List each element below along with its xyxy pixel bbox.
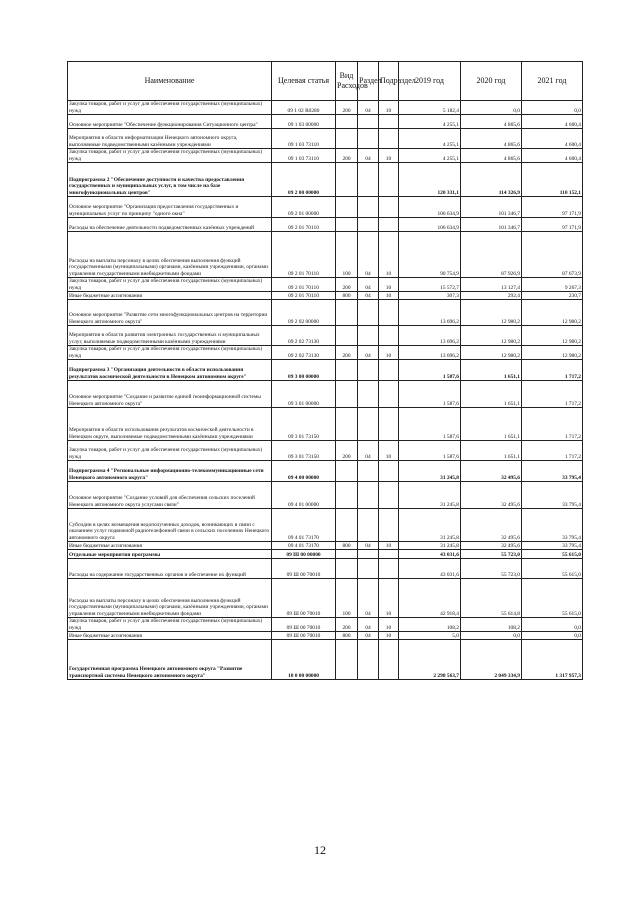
row-target: 09 1 03 73110 <box>272 129 336 149</box>
table-row <box>68 509 583 542</box>
row-vid <box>336 163 358 197</box>
row-razdel <box>358 115 379 129</box>
header-2019: 2019 год <box>399 62 461 101</box>
row-name: Государственная программа Ненецкого автономного округа "Развитие транспортной системы Ненецкого автономного округа" <box>68 640 272 680</box>
row-target: 09 Ш 00 70010 <box>272 632 336 640</box>
row-2020: 4 865,6 <box>461 149 522 163</box>
row-name: Основное мероприятие "Обеспечение функционирования Ситуационного центра" <box>68 115 272 129</box>
row-razdel: 04 <box>358 579 379 618</box>
row-2020: 55 723,0 <box>461 550 522 559</box>
row-razdel <box>358 559 379 579</box>
table-row <box>68 441 583 461</box>
row-2020: 1 651,1 <box>461 360 522 381</box>
row-2021: 0,0 <box>522 101 583 115</box>
row-2019: 1 587,6 <box>399 381 461 408</box>
table-row <box>68 197 583 218</box>
row-2019: 15 572,7 <box>399 278 461 292</box>
row-razdel <box>358 509 379 542</box>
row-2020: 1 651,1 <box>461 408 522 441</box>
row-2021: 1 717,2 <box>522 408 583 441</box>
row-2021: 33 795,4 <box>522 542 583 550</box>
row-target: 09 3 01 73150 <box>272 441 336 461</box>
row-2021: 4 600,4 <box>522 115 583 129</box>
row-2020: 114 326,9 <box>461 163 522 197</box>
row-2020: 108,2 <box>461 618 522 632</box>
row-target: 09 2 02 00000 <box>272 300 336 326</box>
row-name: Иные бюджетные ассигнования <box>68 292 272 300</box>
table-row <box>68 408 583 441</box>
row-name: Закупка товаров, работ и услуг для обеспечения государственных (муниципальных) нужд <box>68 618 272 632</box>
row-razdel: 04 <box>358 292 379 300</box>
row-2019: 2 298 563,7 <box>399 640 461 680</box>
table-row <box>68 300 583 326</box>
row-2021: 97 171,9 <box>522 197 583 218</box>
header-row <box>68 62 583 101</box>
row-name: Закупка товаров, работ и услуг для обеспечения государственных (муниципальных) нужд <box>68 346 272 360</box>
row-name: Расходы на выплаты персоналу в целях обеспечения выполнения функций государственными (муниципальными) органами, казёнными учреждениями, органами управления государственными внебюджетными фондами <box>68 232 272 278</box>
row-razdel <box>358 326 379 346</box>
row-razdel: 04 <box>358 149 379 163</box>
row-vid <box>336 461 358 482</box>
row-2020: 87 926,9 <box>461 232 522 278</box>
row-2020: 1 651,1 <box>461 381 522 408</box>
row-podrazdel: 10 <box>379 346 399 360</box>
row-2020: 32 495,6 <box>461 542 522 550</box>
row-target: 09 4 00 00000 <box>272 461 336 482</box>
row-2020: 32 495,6 <box>461 509 522 542</box>
row-target: 09 3 01 73150 <box>272 408 336 441</box>
row-name: Закупка товаров, работ и услуг для обеспечения государственных (муниципальных) нужд <box>68 149 272 163</box>
row-target: 09 Ш 00 70010 <box>272 559 336 579</box>
table-row <box>68 640 583 680</box>
row-podrazdel: 10 <box>379 149 399 163</box>
row-2020: 101 346,7 <box>461 197 522 218</box>
row-target: 09 3 00 00000 <box>272 360 336 381</box>
row-vid <box>336 559 358 579</box>
table-row <box>68 550 583 559</box>
row-2019: 1 587,6 <box>399 408 461 441</box>
row-2020: 12 980,2 <box>461 300 522 326</box>
table-row <box>68 101 583 115</box>
row-name: Подпрограмма 4 "Региональные информационно-телекоммуникационные сети Ненецкого автономного округа" <box>68 461 272 482</box>
row-name: Расходы на обеспечение деятельности подведомственных казённых учреждений <box>68 218 272 232</box>
row-name: Отдельные мероприятия программы <box>68 550 272 559</box>
row-razdel: 04 <box>358 232 379 278</box>
row-vid <box>336 550 358 559</box>
row-2019: 108,2 <box>399 618 461 632</box>
row-target: 09 4 01 73170 <box>272 509 336 542</box>
row-razdel: 04 <box>358 441 379 461</box>
row-2021: 1 717,2 <box>522 441 583 461</box>
row-2020: 1 651,1 <box>461 441 522 461</box>
row-name: Основное мероприятие "Создание условий для обеспечения сельских поселений Ненецкого автономного округа услугами связи" <box>68 482 272 509</box>
row-2019: 106 634,9 <box>399 197 461 218</box>
row-name: Основное мероприятие "Организация предоставления государственных и муниципальных услуг по принципу "одного окна" <box>68 197 272 218</box>
row-podrazdel <box>379 461 399 482</box>
row-razdel <box>358 129 379 149</box>
row-target: 09 2 01 70110 <box>272 278 336 292</box>
row-2021: 87 673,9 <box>522 232 583 278</box>
row-2021: 1 717,2 <box>522 360 583 381</box>
row-razdel: 04 <box>358 101 379 115</box>
row-name: Основное мероприятие "Создание и развитие единой геоинформационной системы Ненецкого автономного округа" <box>68 381 272 408</box>
row-vid <box>336 197 358 218</box>
row-target: 09 4 01 73170 <box>272 542 336 550</box>
row-name: Расходы на выплаты персоналу в целях обеспечения выполнения функций государственными (муниципальными) органами, казёнными учреждениями, органами управления государственными внебюджетными фондами <box>68 579 272 618</box>
row-2020: 55 723,0 <box>461 559 522 579</box>
row-2021: 97 171,9 <box>522 218 583 232</box>
row-2019: 307,3 <box>399 292 461 300</box>
row-podrazdel <box>379 509 399 542</box>
row-vid <box>336 381 358 408</box>
table-row <box>68 129 583 149</box>
table-body <box>68 101 583 680</box>
row-target: 09 2 02 73130 <box>272 346 336 360</box>
table-row <box>68 346 583 360</box>
row-vid: 200 <box>336 101 358 115</box>
row-2020: 101 346,7 <box>461 218 522 232</box>
row-podrazdel: 10 <box>379 278 399 292</box>
row-2019: 4 255,1 <box>399 115 461 129</box>
row-2019: 5 182,4 <box>399 101 461 115</box>
row-podrazdel: 10 <box>379 618 399 632</box>
row-2020: 0,0 <box>461 632 522 640</box>
row-target: 09 4 01 00000 <box>272 482 336 509</box>
row-razdel: 04 <box>358 632 379 640</box>
row-2019: 90 754,9 <box>399 232 461 278</box>
table-row <box>68 292 583 300</box>
row-target: 09 2 02 73130 <box>272 326 336 346</box>
row-razdel <box>358 482 379 509</box>
row-name: Основное мероприятие "Развитие сети многофункциональных центров на территории Ненецкого автономного округа" <box>68 300 272 326</box>
row-target: 09 2 01 70110 <box>272 218 336 232</box>
row-razdel <box>358 408 379 441</box>
row-2021: 55 615,0 <box>522 559 583 579</box>
row-2019: 13 696,2 <box>399 300 461 326</box>
row-2020: 0,0 <box>461 101 522 115</box>
header-podrazdel: Подраздел <box>379 62 399 101</box>
row-razdel: 04 <box>358 346 379 360</box>
row-vid: 100 <box>336 232 358 278</box>
row-2019: 43 031,6 <box>399 559 461 579</box>
row-2021: 0,0 <box>522 618 583 632</box>
row-2019: 31 245,8 <box>399 482 461 509</box>
row-vid <box>336 640 358 680</box>
row-2019: 1 587,6 <box>399 360 461 381</box>
row-razdel: 04 <box>358 542 379 550</box>
row-vid: 200 <box>336 149 358 163</box>
row-vid: 800 <box>336 292 358 300</box>
row-vid: 800 <box>336 542 358 550</box>
row-2021: 9 267,3 <box>522 278 583 292</box>
row-podrazdel <box>379 381 399 408</box>
row-2020: 12 980,2 <box>461 326 522 346</box>
row-2021: 12 980,2 <box>522 346 583 360</box>
table-row <box>68 559 583 579</box>
row-name: Субсидии в целях возмещения недополученных доходов, возникающих в связи с оказанием услуг подвижной радиотелефонной связи в сельских поселениях Ненецкого автономного округа <box>68 509 272 542</box>
row-target: 10 0 00 00000 <box>272 640 336 680</box>
row-razdel <box>358 300 379 326</box>
row-2020: 13 127,4 <box>461 278 522 292</box>
row-2021: 55 615,0 <box>522 550 583 559</box>
row-razdel: 04 <box>358 278 379 292</box>
row-podrazdel <box>379 163 399 197</box>
header-target: Целевая статья <box>272 62 336 101</box>
row-2019: 31 245,8 <box>399 509 461 542</box>
row-podrazdel: 10 <box>379 632 399 640</box>
row-2020: 32 495,6 <box>461 461 522 482</box>
row-razdel <box>358 461 379 482</box>
table-row <box>68 115 583 129</box>
row-vid: 200 <box>336 346 358 360</box>
row-podrazdel <box>379 360 399 381</box>
row-2021: 33 795,4 <box>522 509 583 542</box>
row-vid: 200 <box>336 278 358 292</box>
row-2019: 4 255,1 <box>399 129 461 149</box>
row-target: 09 1 03 73110 <box>272 149 336 163</box>
row-name: Иные бюджетные ассигнования <box>68 542 272 550</box>
row-2019: 43 031,6 <box>399 550 461 559</box>
row-2020: 12 980,2 <box>461 346 522 360</box>
row-2019: 42 918,4 <box>399 579 461 618</box>
row-razdel <box>358 640 379 680</box>
row-podrazdel <box>379 550 399 559</box>
row-name: Закупка товаров, работ и услуг для обеспечения государственных (муниципальных) нужд <box>68 441 272 461</box>
row-vid <box>336 360 358 381</box>
row-target: 09 2 00 00000 <box>272 163 336 197</box>
row-podrazdel <box>379 482 399 509</box>
row-razdel <box>358 197 379 218</box>
row-target: 09 Ш 00 70010 <box>272 618 336 632</box>
row-2021: 55 615,0 <box>522 579 583 618</box>
row-podrazdel <box>379 129 399 149</box>
row-2020: 4 865,6 <box>461 115 522 129</box>
row-target: 09 1 02 R0280 <box>272 101 336 115</box>
table-row <box>68 579 583 618</box>
row-vid <box>336 115 358 129</box>
row-2019: 1 587,6 <box>399 441 461 461</box>
row-name: Мероприятия в области использования результатов космической деятельности в Ненецком округе, выполняемые подведомственными казёнными учреждениями <box>68 408 272 441</box>
row-razdel <box>358 163 379 197</box>
row-vid <box>336 509 358 542</box>
table-row <box>68 542 583 550</box>
row-name: Мероприятия в области информатизации Ненецкого автономного округа, выполняемые подведомственными казёнными учреждениями <box>68 129 272 149</box>
row-razdel <box>358 381 379 408</box>
row-name: Расходы на содержание государственных органов и обеспечение их функций <box>68 559 272 579</box>
row-2020: 2 049 334,9 <box>461 640 522 680</box>
row-2019: 31 245,8 <box>399 542 461 550</box>
row-2021: 110 152,1 <box>522 163 583 197</box>
header-name: Наименование <box>68 62 272 101</box>
row-name: Подпрограмма 2 "Обеспечение доступности и качества предоставления государственных и муниципальных услуг, в том числе на базе многофункциональных центров" <box>68 163 272 197</box>
row-vid <box>336 326 358 346</box>
table-row <box>68 163 583 197</box>
row-vid <box>336 300 358 326</box>
row-name: Мероприятия в области развития электронных государственных и муниципальных услуг, выполняемые подведомственными казёнными учреждениями <box>68 326 272 346</box>
row-2021: 1 717,2 <box>522 381 583 408</box>
row-2019: 13 696,2 <box>399 346 461 360</box>
row-2021: 1 317 957,3 <box>522 640 583 680</box>
row-razdel: 04 <box>358 618 379 632</box>
row-podrazdel: 10 <box>379 579 399 618</box>
row-razdel <box>358 218 379 232</box>
row-name: Иные бюджетные ассигнования <box>68 632 272 640</box>
header-2020: 2020 год <box>461 62 522 101</box>
row-vid <box>336 408 358 441</box>
row-2021: 33 795,4 <box>522 461 583 482</box>
row-2019: 31 245,8 <box>399 461 461 482</box>
row-podrazdel <box>379 326 399 346</box>
table-row <box>68 381 583 408</box>
row-razdel <box>358 360 379 381</box>
row-target: 09 2 01 70110 <box>272 232 336 278</box>
row-target: 09 1 03 00000 <box>272 115 336 129</box>
row-podrazdel: 10 <box>379 292 399 300</box>
row-2021: 4 600,4 <box>522 149 583 163</box>
row-podrazdel <box>379 408 399 441</box>
row-2019: 4 255,1 <box>399 149 461 163</box>
row-podrazdel: 10 <box>379 101 399 115</box>
row-podrazdel <box>379 115 399 129</box>
table-row <box>68 360 583 381</box>
header-vid: Вид Расходов <box>336 62 358 101</box>
row-2020: 4 865,6 <box>461 129 522 149</box>
row-podrazdel: 10 <box>379 542 399 550</box>
row-vid <box>336 218 358 232</box>
row-2021: 12 980,2 <box>522 300 583 326</box>
row-target: 09 Ш 00 00000 <box>272 550 336 559</box>
header-2021: 2021 год <box>522 62 583 101</box>
row-podrazdel <box>379 559 399 579</box>
row-vid <box>336 129 358 149</box>
row-name: Подпрограмма 3 "Организация деятельности в области использования результатов космической деятельности в Ненецком автономном округе" <box>68 360 272 381</box>
row-razdel <box>358 550 379 559</box>
row-2020: 32 495,6 <box>461 482 522 509</box>
row-2021: 12 980,2 <box>522 326 583 346</box>
row-2019: 5,0 <box>399 632 461 640</box>
row-target: 09 Ш 00 70010 <box>272 579 336 618</box>
row-2019: 13 696,2 <box>399 326 461 346</box>
table-row <box>68 218 583 232</box>
row-podrazdel: 10 <box>379 441 399 461</box>
row-target: 09 2 01 00000 <box>272 197 336 218</box>
row-2021: 0,0 <box>522 632 583 640</box>
row-2021: 230,7 <box>522 292 583 300</box>
table-row <box>68 326 583 346</box>
table-row <box>68 278 583 292</box>
table-row <box>68 149 583 163</box>
table-row <box>68 482 583 509</box>
row-vid <box>336 482 358 509</box>
row-2019: 120 331,1 <box>399 163 461 197</box>
row-podrazdel <box>379 300 399 326</box>
row-podrazdel <box>379 218 399 232</box>
budget-table <box>67 61 583 680</box>
row-podrazdel <box>379 640 399 680</box>
table-row <box>68 461 583 482</box>
row-2020: 292,4 <box>461 292 522 300</box>
row-podrazdel: 10 <box>379 232 399 278</box>
table-row <box>68 618 583 632</box>
row-name: Закупка товаров, работ и услуг для обеспечения государственных (муниципальных) нужд <box>68 101 272 115</box>
row-2021: 4 600,4 <box>522 129 583 149</box>
row-podrazdel <box>379 197 399 218</box>
row-vid: 200 <box>336 618 358 632</box>
row-target: 09 3 01 00000 <box>272 381 336 408</box>
header-razdel: Раздел <box>358 62 379 101</box>
row-2021: 33 795,4 <box>522 482 583 509</box>
row-2019: 106 634,9 <box>399 218 461 232</box>
row-name: Закупка товаров, работ и услуг для обеспечения государственных (муниципальных) нужд <box>68 278 272 292</box>
row-vid: 100 <box>336 579 358 618</box>
page-number: 12 <box>314 843 326 857</box>
row-vid: 200 <box>336 441 358 461</box>
row-2020: 55 614,8 <box>461 579 522 618</box>
row-vid: 800 <box>336 632 358 640</box>
table-row <box>68 232 583 278</box>
row-target: 09 2 01 70110 <box>272 292 336 300</box>
table-row <box>68 632 583 640</box>
